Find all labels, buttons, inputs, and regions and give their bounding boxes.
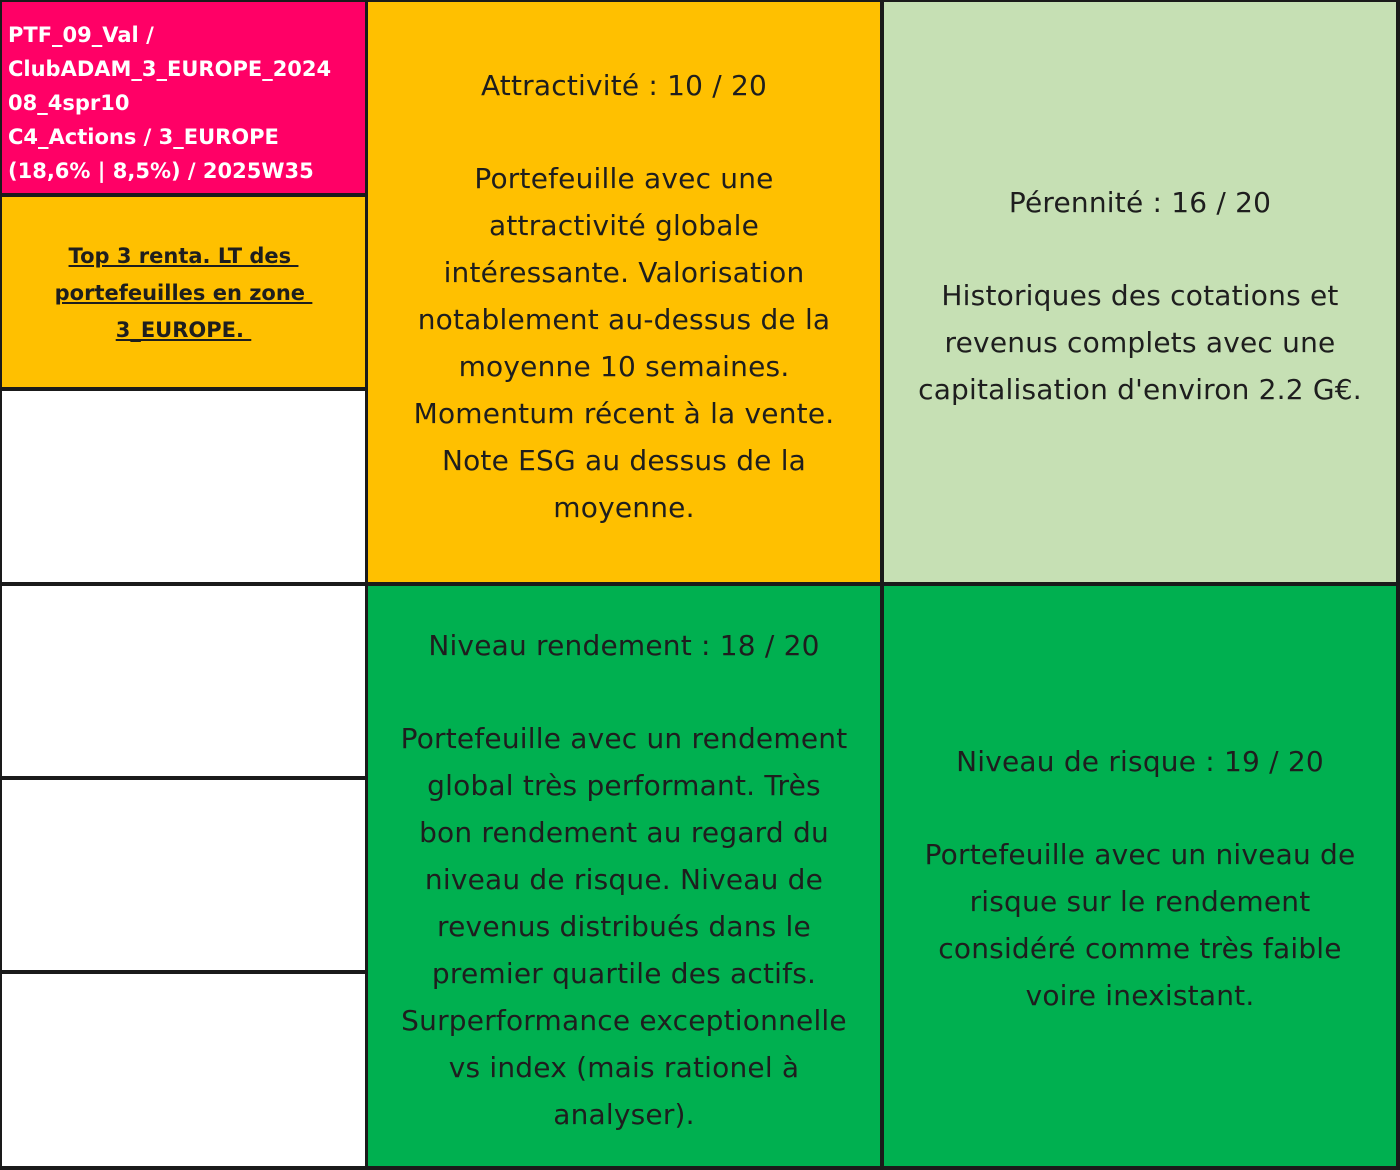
rendement-title: Niveau rendement : 18 / 20 <box>428 629 820 662</box>
attractivite-text-line: notablement au-dessus de la <box>417 303 831 336</box>
perennite-cell <box>884 2 1396 582</box>
perennite-text-line: revenus complets avec une <box>944 326 1336 359</box>
risque-text-line: Portefeuille avec un niveau de <box>924 838 1356 871</box>
rendement-text-line: niveau de risque. Niveau de <box>424 863 824 896</box>
perennite-text-line: capitalisation d'environ 2.2 G€. <box>918 373 1362 406</box>
rendement-text-line: global très performant. Très <box>427 769 821 802</box>
empty-cell <box>2 586 365 776</box>
rendement-text-line: Surperformance exceptionnelle <box>401 1004 847 1037</box>
attractivite-text-line: Momentum récent à la vente. <box>413 397 835 430</box>
risque-text-line: risque sur le rendement <box>969 885 1311 918</box>
rendement-text-line: Portefeuille avec un rendement <box>400 722 848 755</box>
rendement-text-line: premier quartile des actifs. <box>431 957 817 990</box>
empty-cell <box>2 974 365 1166</box>
perennite-text-line: Historiques des cotations et <box>941 279 1339 312</box>
portfolio-id-line: ClubADAM_3_EUROPE_2024 <box>8 57 332 81</box>
attractivite-cell <box>368 2 880 582</box>
portfolio-id-line: C4_Actions / 3_EUROPE <box>8 125 279 149</box>
risque-title: Niveau de risque : 19 / 20 <box>956 745 1324 778</box>
attractivite-text-line: attractivité globale <box>488 209 759 242</box>
risque-cell <box>884 586 1396 1166</box>
attractivite-text-line: intéressante. Valorisation <box>443 256 805 289</box>
portfolio-id-line: (18,6% | 8,5%) / 2025W35 <box>8 159 314 183</box>
rendement-cell <box>368 586 880 1166</box>
rendement-text-line: bon rendement au regard du <box>419 816 829 849</box>
empty-cell <box>2 780 365 970</box>
attractivite-title: Attractivité : 10 / 20 <box>480 69 768 102</box>
portfolio-id-cell <box>2 2 365 193</box>
attractivite-text-line: moyenne 10 semaines. <box>458 350 790 383</box>
empty-cell <box>2 391 365 582</box>
ranking-cell <box>2 197 365 387</box>
attractivite-text-line: moyenne. <box>553 491 695 524</box>
rendement-text-line: analyser). <box>553 1098 695 1131</box>
ranking-line: portefeuilles en zone <box>54 281 313 305</box>
portfolio-id-line: PTF_09_Val / <box>8 23 154 47</box>
portfolio-id-line: 08_4spr10 <box>8 91 130 115</box>
ranking-line: Top 3 renta. LT des <box>68 244 299 268</box>
risque-text-line: considéré comme très faible <box>938 932 1342 965</box>
attractivite-text-line: Note ESG au dessus de la <box>441 444 807 477</box>
rendement-text-line: revenus distribués dans le <box>437 910 811 943</box>
attractivite-text-line: Portefeuille avec une <box>474 162 774 195</box>
risque-text-line: voire inexistant. <box>1025 979 1255 1012</box>
ranking-line: 3_EUROPE. <box>115 318 252 342</box>
rendement-text-line: vs index (mais rationel à <box>448 1051 800 1084</box>
perennite-title: Pérennité : 16 / 20 <box>1008 186 1272 219</box>
